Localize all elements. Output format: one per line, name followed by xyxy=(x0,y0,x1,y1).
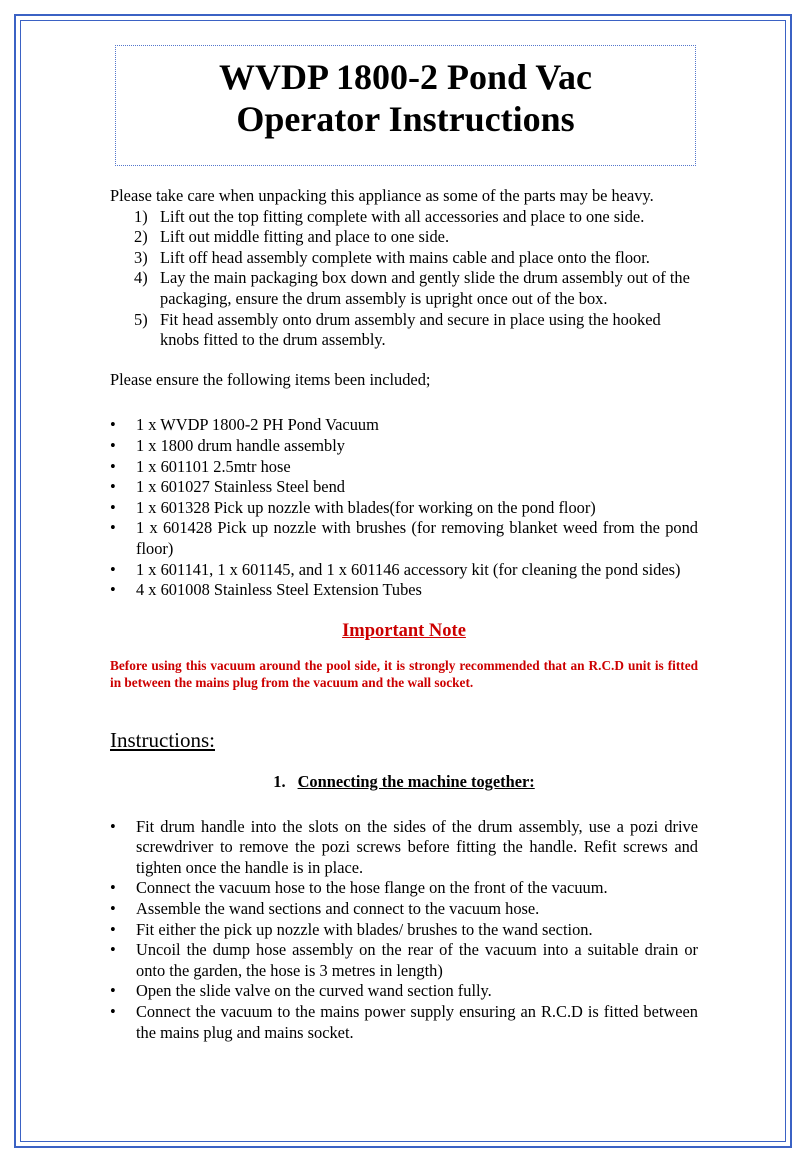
list-item xyxy=(110,435,698,457)
bullet-icon: • xyxy=(110,477,116,497)
bullet-icon: • xyxy=(110,919,116,939)
list-item xyxy=(110,580,698,601)
bullet-icon: • xyxy=(110,981,116,1001)
bullet-icon: • xyxy=(110,899,116,919)
bullet-icon: • xyxy=(110,518,116,538)
step-text: Lift out middle fitting and place to one side. xyxy=(160,227,450,247)
instruction-text: Fit either the pick up nozzle with blades/ brushes to the wand section. xyxy=(136,919,593,939)
instruction-text: Uncoil the dump hose assembly on the rear of the vacuum into a suitable drain or onto the garden, the hose is 3 metres in length) xyxy=(136,940,698,980)
bullet-icon: • xyxy=(110,1002,116,1022)
list-item xyxy=(110,878,698,899)
list-item xyxy=(110,919,698,941)
included-items-list xyxy=(110,415,698,600)
section-title: Connecting the machine together: xyxy=(297,771,535,791)
bullet-icon: • xyxy=(110,415,116,435)
instructions-heading: Instructions: xyxy=(110,727,215,752)
bullet-icon: • xyxy=(110,580,116,600)
instruction-text: Assemble the wand sections and connect to the vacuum hose. xyxy=(136,899,540,919)
bullet-icon: • xyxy=(110,559,116,579)
list-item xyxy=(110,477,698,498)
step-text: Lift out the top fitting complete with all accessories and place to one side. xyxy=(160,206,645,226)
item-text: 4 x 601008 Stainless Steel Extension Tubes xyxy=(136,580,422,600)
list-item xyxy=(110,456,698,478)
instructions-list xyxy=(110,817,698,1044)
list-item xyxy=(110,518,698,559)
section-heading xyxy=(110,771,698,793)
item-text: 1 x 601328 Pick up nozzle with blades(for working on the pond floor) xyxy=(136,497,596,517)
step-number: 1) xyxy=(134,206,148,226)
intro-paragraph: Please take care when unpacking this appliance as some of the parts may be heavy. xyxy=(110,186,654,205)
important-note-heading: Important Note xyxy=(342,620,466,641)
page-title-line-2: Operator Instructions xyxy=(236,99,575,139)
step-number: 2) xyxy=(134,227,148,247)
list-item xyxy=(110,940,698,981)
item-text: 1 x 601027 Stainless Steel bend xyxy=(136,477,345,497)
step-text: Lay the main packaging box down and gently slide the drum assembly out of the packaging, ensure the drum assembly is upright once out of the box. xyxy=(160,268,690,308)
step-number: 3) xyxy=(134,247,148,267)
page-title-line-1: WVDP 1800-2 Pond Vac xyxy=(218,57,593,97)
list-item xyxy=(110,559,698,581)
step-text: Fit head assembly onto drum assembly and secure in place using the hooked knobs fitted to the drum assembly. xyxy=(160,309,661,350)
bullet-icon: • xyxy=(110,435,116,455)
item-text: 1 x 601101 2.5mtr hose xyxy=(136,456,291,476)
list-item xyxy=(110,816,698,879)
rcd-warning: Before using this vacuum around the pool side, it is strongly recommended that an R.C.D unit is fitted in between the mains plug from the vacuum and the wall socket. xyxy=(110,657,698,690)
title-box xyxy=(115,45,696,166)
step-number: 5) xyxy=(134,309,148,329)
section-number: 1. xyxy=(273,771,286,791)
bullet-icon: • xyxy=(110,816,116,836)
list-item xyxy=(110,1002,698,1043)
list-item xyxy=(110,415,698,436)
item-text: 1 x 1800 drum handle assembly xyxy=(136,435,345,455)
step-item xyxy=(134,247,698,269)
list-item xyxy=(110,497,698,519)
included-items-intro: Please ensure the following items been included; xyxy=(110,369,431,389)
document-body xyxy=(110,186,698,1043)
list-item xyxy=(110,981,698,1002)
step-text: Lift off head assembly complete with mains cable and place onto the floor. xyxy=(160,247,650,267)
step-item xyxy=(134,206,698,228)
item-text: 1 x WVDP 1800-2 PH Pond Vacuum xyxy=(136,415,379,435)
instruction-text: Fit drum handle into the slots on the sides of the drum assembly, use a pozi drive screwdriver to remove the pozi screws before fitting the handle. Refit screws and tighten once the handle is in place. xyxy=(136,816,698,877)
bullet-icon: • xyxy=(110,497,116,517)
list-item xyxy=(110,899,698,920)
step-item xyxy=(134,309,698,351)
bullet-icon: • xyxy=(110,940,116,960)
step-number: 4) xyxy=(134,268,148,288)
bullet-icon: • xyxy=(110,878,116,898)
step-item xyxy=(134,227,698,248)
bullet-icon: • xyxy=(110,456,116,476)
instruction-text: Connect the vacuum hose to the hose flange on the front of the vacuum. xyxy=(136,878,608,898)
instruction-text: Connect the vacuum to the mains power supply ensuring an R.C.D is fitted between the mains plug and mains socket. xyxy=(136,1002,698,1042)
item-text: 1 x 601141, 1 x 601145, and 1 x 601146 accessory kit (for cleaning the pond sides) xyxy=(136,559,681,579)
step-item xyxy=(134,268,698,309)
instruction-text: Open the slide valve on the curved wand section fully. xyxy=(136,981,492,1001)
unpacking-steps xyxy=(110,207,698,351)
item-text: 1 x 601428 Pick up nozzle with brushes (for removing blanket weed from the pond floor) xyxy=(136,518,698,558)
